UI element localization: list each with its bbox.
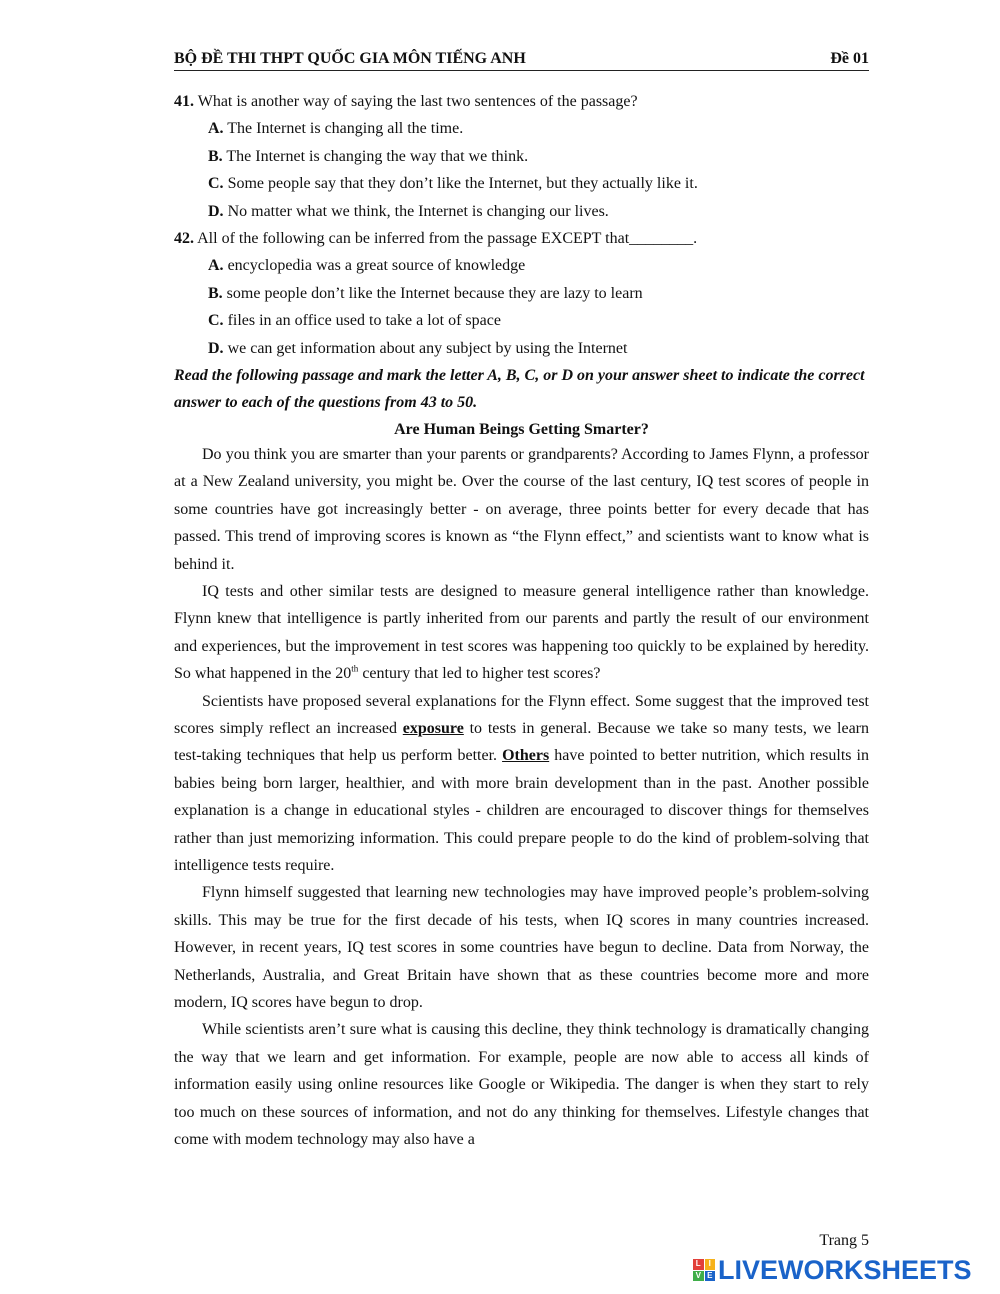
logo-tile: L [693, 1259, 704, 1270]
paragraph-text: century that led to higher test scores? [358, 665, 601, 683]
paragraph-text: to tests in general. Because we take so many tests, we learn test-taking techniques that help us perform better. [174, 719, 870, 765]
underlined-word-others: Others [502, 747, 550, 765]
passage-paragraph-1: Do you think you are smarter than your parents or grandparents? According to James Flynn, a professor at a New Zealand university, you might be. Over the course of the last century, IQ test scores of people in some countries have got increasingly better - on average, three points better for every decade that has passed. This trend of improving scores is known as “the Flynn effect,” and scientists want to know what is behind it. [174, 445, 869, 573]
brand-name: LIVEWORKSHEETS [718, 1254, 972, 1285]
option-text: The Internet is changing the way that we think. [226, 147, 529, 165]
option-42-b[interactable] [208, 280, 869, 307]
logo-tile: E [705, 1271, 716, 1282]
reading-instruction: Read the following passage and mark the letter A, B, C, or D on your answer sheet to indicate the correct answer to each of the questions from 43 to 50. [174, 367, 865, 412]
option-text: No matter what we think, the Internet is changing our lives. [227, 202, 609, 220]
logo-tile: I [705, 1259, 716, 1270]
option-text: files in an office used to take a lot of space [227, 312, 501, 330]
underlined-word-exposure: exposure [402, 719, 464, 737]
liveworksheets-brand[interactable] [693, 1255, 993, 1285]
paragraph-text: have pointed to better nutrition, which results in babies being born larger, healthier, and with more brain development than in the past. Another possible explanation is a change in educational styles - children are encouraged to discover things for themselves rather than just memorizing information. This could prepare people to do the kind of problem-solving that intelligence tests require. [174, 747, 869, 874]
question-text: What is another way of saying the last two sentences of the passage? [197, 93, 638, 110]
paragraph-text: Scientists have proposed several explanations for the Flynn effect. Some suggest that the improved test scores simply reflect an increased [174, 692, 869, 737]
option-letter: B. [208, 284, 223, 302]
option-text: encyclopedia was a great source of knowledge [227, 257, 526, 275]
question-number: 42. [174, 230, 194, 248]
option-41-a[interactable] [208, 115, 869, 142]
superscript: th [351, 663, 359, 674]
option-42-d[interactable] [208, 335, 869, 362]
option-text: we can get information about any subject by using the Internet [227, 339, 628, 357]
question-41 [174, 88, 869, 115]
passage-paragraph-5: While scientists aren’t sure what is causing this decline, they think technology is dramatically changing the way that we learn and get information. For example, people are now able to access all kinds of information easily using online resources like Google or Wikipedia. The danger is when they start to rely too much on these sources of information, and not do any thinking for themselves. Lifestyle changes that come with modem technology may also have a [174, 1021, 869, 1149]
option-letter: D. [208, 339, 224, 357]
option-letter: A. [208, 120, 224, 138]
passage-paragraph-4: Flynn himself suggested that learning new technologies may have improved people’s problem-solving skills. This may be true for the first decade of his tests, when IQ scores in many countries increased. However, in recent years, IQ test scores in some countries have begun to decline. Data from Norway, the Netherlands, Australia, and Great Britain have shown that as these countries become more and more modern, IQ scores have begun to drop. [174, 884, 869, 1011]
option-letter: D. [208, 202, 224, 220]
page-number: Trang 5 [819, 1232, 869, 1249]
document-page [174, 0, 869, 1294]
liveworksheets-logo-icon [693, 1259, 715, 1281]
option-letter: B. [208, 147, 223, 165]
logo-tile: V [693, 1271, 704, 1282]
option-text: The Internet is changing all the time. [227, 120, 464, 138]
option-letter: C. [208, 175, 224, 193]
question-42 [174, 225, 869, 252]
question-text: All of the following can be inferred from the passage EXCEPT that________. [197, 230, 698, 248]
passage-paragraph-3 [174, 688, 869, 880]
question-number: 41. [174, 93, 194, 110]
passage-paragraph-2 [174, 578, 869, 688]
option-letter: A. [208, 257, 224, 275]
option-41-d[interactable] [208, 198, 869, 225]
option-text: some people don’t like the Internet because they are lazy to learn [226, 284, 643, 302]
page-content [174, 88, 869, 1153]
option-42-c[interactable] [208, 307, 869, 334]
option-letter: C. [208, 312, 224, 330]
exam-title: BỘ ĐỀ THI THPT QUỐC GIA MÔN TIẾNG ANH [174, 50, 526, 67]
option-41-b[interactable] [208, 143, 869, 170]
exam-code: Đề 01 [830, 50, 869, 67]
page-header [174, 48, 869, 71]
option-42-a[interactable] [208, 252, 869, 279]
option-41-c[interactable] [208, 170, 869, 197]
option-text: Some people say that they don’t like the Internet, but they actually like it. [227, 175, 698, 193]
passage-title: Are Human Beings Getting Smarter? [394, 420, 649, 438]
paragraph-text: IQ tests and other similar tests are designed to measure general intelligence rather than knowledge. Flynn knew that intelligence is partly inherited from our parents and partly the result of our environment and experiences, but the improvement in test scores was happening too quickly to be explained by heredity. So what happened in the 20 [174, 582, 869, 683]
